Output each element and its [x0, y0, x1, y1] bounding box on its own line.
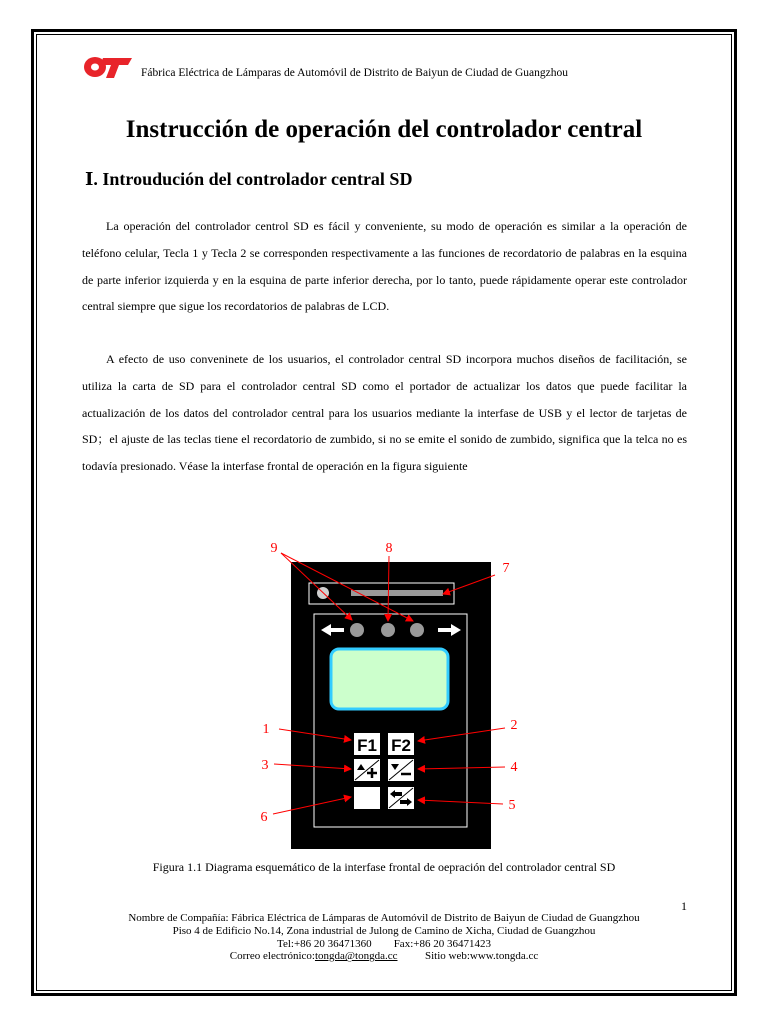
- callout-number-8: 8: [385, 541, 393, 556]
- section-heading: Ⅰ. Introudución del controlador central SD: [85, 169, 413, 189]
- footer-tel: Tel:+86 20 36471360: [277, 937, 372, 950]
- figure-caption: Figura 1.1 Diagrama esquemático de la interfase frontal de oepración del controlador central SD: [152, 860, 616, 874]
- callout-number-7: 7: [502, 561, 510, 576]
- slot-opening: [351, 590, 443, 596]
- indicator-led-right: [410, 623, 424, 637]
- lcd-screen: [331, 649, 448, 709]
- callout-number-9: 9: [270, 541, 278, 556]
- callout-number-6: 6: [260, 810, 268, 825]
- controller-diagram: [240, 535, 540, 855]
- company-logo: [83, 55, 133, 79]
- indicator-led-center: [381, 623, 395, 637]
- callout-number-4: 4: [510, 760, 518, 775]
- key-f2-label: F2: [391, 736, 411, 755]
- footer-phone-fax: [0, 938, 768, 951]
- page-number: 1: [681, 899, 687, 913]
- footer-address: Piso 4 de Edificio No.14, Zona industrial de Julong de Camino de Xicha, Ciudad de Guangzhou: [172, 924, 596, 937]
- callout-number-2: 2: [510, 718, 518, 733]
- footer: [0, 912, 768, 963]
- footer-website[interactable]: Sitio web:www.tongda.cc: [425, 950, 539, 963]
- indicator-led-left: [350, 623, 364, 637]
- document-title: Instrucción de operación del controlador central: [125, 116, 643, 143]
- key-f2: [388, 733, 414, 755]
- footer-contact: [0, 950, 768, 963]
- callout-number-3: 3: [261, 758, 269, 773]
- callout-number-5: 5: [508, 798, 516, 813]
- footer-email-label: Correo electrónico:: [229, 950, 315, 963]
- paragraph-features: A efecto de uso conveninete de los usuarios, el controlador central SD incorpora muchos diseños de facilitación, se utiliza la carta de SD para el controlador central SD como el portador de actualizar los datos que puede facilitar la actualización de los datos del controlador central para los usuarios mediante la interfase de USB y el lector de tarjetas de SD；el ajuste de las teclas tiene el recordatorio de zumbido, si no se emite el sonido de zumbido, significa que la telca no es todavía presionado. Véase la interfase frontal de operación en la figura siguiente: [82, 352, 687, 474]
- key-f1-label: F1: [357, 736, 377, 755]
- paragraph-intro: La operación del controlador centrol SD es fácil y conveniente, su modo de operación es similar a la operación de teléfono celular, Tecla 1 y Tecla 2 se corresponden respectivamente a las funciones de recordatorio de palabras en la esquina de parte inferior izquierda y en la esquina de parte inferior derecha, por lo tanto, puede rápidamente operar este controlador central siempre que sigue los recordatorios de palabras de LCD.: [82, 219, 687, 314]
- footer-email-link[interactable]: tongda@tongda.cc: [314, 950, 398, 963]
- key-up-plus-icon: [354, 759, 380, 781]
- footer-company-name: Nombre de Compañía: Fábrica Eléctrica de Lámparas de Automóvil de Distrito de Baiyun de Ciudad de Guangzhou: [128, 912, 640, 924]
- key-down-minus-icon: [388, 759, 414, 781]
- key-blank: [354, 787, 380, 809]
- footer-fax: Fax:+86 20 36471423: [393, 937, 491, 950]
- header-company-line: Fábrica Eléctrica de Lámparas de Automóvil de Distrito de Baiyun de Ciudad de Guangzhou: [141, 67, 568, 79]
- key-f1: [354, 733, 380, 755]
- key-left-right-icon: [388, 787, 414, 809]
- callout-number-1: 1: [262, 722, 270, 737]
